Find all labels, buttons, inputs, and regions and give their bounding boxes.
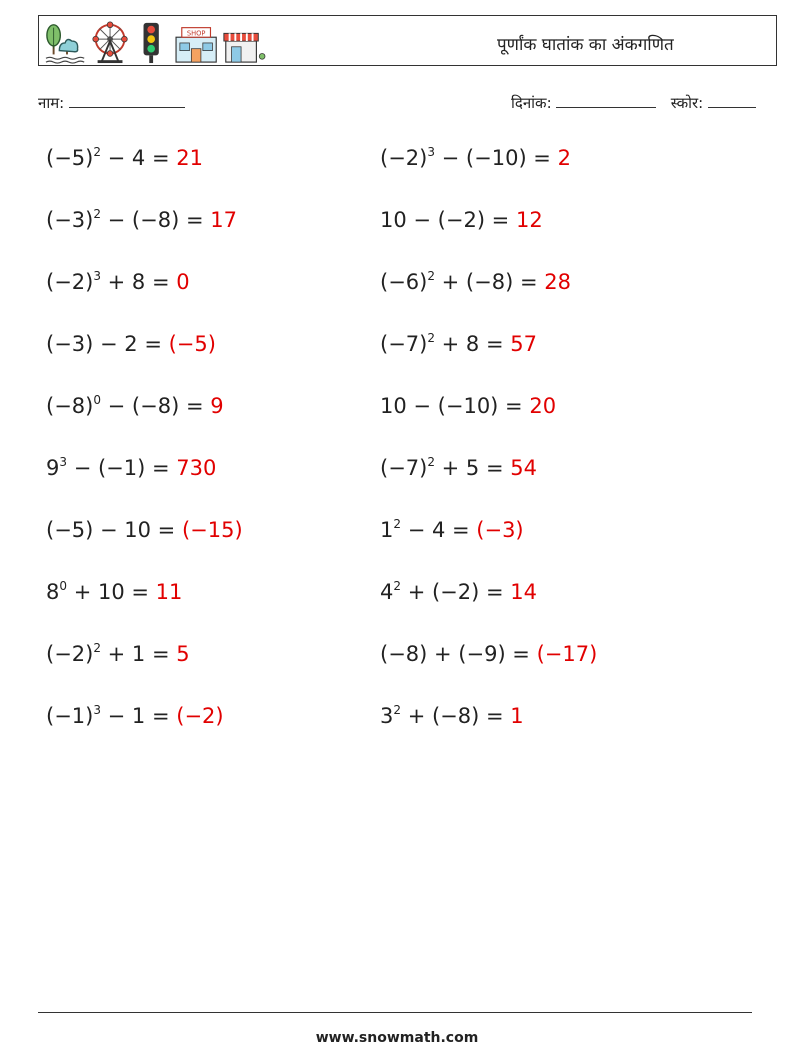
problem-exponent: 0 xyxy=(59,579,68,593)
name-label: नाम: xyxy=(38,94,65,112)
problem-answer: (−3) xyxy=(476,518,524,542)
problem-base: 3 xyxy=(380,704,394,728)
shop-icon xyxy=(176,28,216,62)
problem-operation: + 1 = xyxy=(100,642,177,666)
problem-base: 8 xyxy=(46,580,60,604)
problem-exponent: 3 xyxy=(427,145,435,159)
problem-operation: + 10 = xyxy=(67,580,156,604)
name-field xyxy=(38,93,185,113)
problem-item xyxy=(380,208,543,232)
problem-answer: (−2) xyxy=(176,704,224,728)
problem-answer: 1 xyxy=(510,704,524,728)
problem-item xyxy=(380,456,537,480)
worksheet-title: पूर्णांक घातांक का अंकगणित xyxy=(497,35,674,55)
problem-exponent: 2 xyxy=(393,517,402,531)
store-awning-icon xyxy=(224,33,265,62)
problem-answer: 14 xyxy=(510,580,537,604)
problem-base: (−2) xyxy=(380,146,428,170)
problem-exponent: 3 xyxy=(93,269,101,283)
score-label: स्कोर: xyxy=(670,94,704,112)
problem-exponent: 2 xyxy=(93,641,101,655)
problem-answer: 21 xyxy=(176,146,203,170)
problem-item xyxy=(46,270,190,294)
problem-operation: + (−2) = xyxy=(401,580,511,604)
date-label: दिनांक: xyxy=(511,94,552,112)
problem-item xyxy=(380,580,537,604)
problem-operation: − (−1) = xyxy=(67,456,177,480)
problem-answer: (−15) xyxy=(181,518,243,542)
header-illustrations xyxy=(39,20,271,64)
trees-icon xyxy=(46,25,84,63)
problem-operation: + (−8) = xyxy=(401,704,511,728)
problem-exponent: 2 xyxy=(93,207,101,221)
problem-answer: 12 xyxy=(515,208,543,232)
worksheet-header xyxy=(38,15,777,66)
problem-item xyxy=(380,270,571,294)
problem-base: 10 − (−2) = xyxy=(380,208,516,232)
problem-base: (−7) xyxy=(380,456,428,480)
problem-answer: 11 xyxy=(155,580,183,604)
svg-text:SHOP: SHOP xyxy=(186,29,206,38)
problem-answer: 0 xyxy=(176,270,190,294)
problem-exponent: 3 xyxy=(93,703,101,717)
problem-base: (−5) xyxy=(46,146,94,170)
problem-answer: 57 xyxy=(510,332,537,356)
problem-answer: 5 xyxy=(176,642,190,666)
footer-divider xyxy=(38,1012,752,1013)
problem-answer: 2 xyxy=(557,146,571,170)
problem-operation: + (−8) = xyxy=(434,270,545,294)
problem-item xyxy=(380,518,524,542)
problem-operation: − (−8) = xyxy=(100,208,211,232)
problem-exponent: 2 xyxy=(427,455,435,469)
problem-base: (−6) xyxy=(380,270,428,294)
problem-exponent: 2 xyxy=(93,145,101,159)
problem-item xyxy=(380,332,537,356)
problem-operation: − (−8) = xyxy=(100,394,211,418)
problem-base: 10 − (−10) = xyxy=(380,394,530,418)
traffic-light-icon xyxy=(144,23,159,63)
problem-exponent: 2 xyxy=(427,269,435,283)
problem-answer: (−17) xyxy=(536,642,598,666)
problem-operation: − 4 = xyxy=(401,518,477,542)
ferris-wheel-icon xyxy=(93,22,127,63)
problem-operation: + 8 = xyxy=(100,270,177,294)
problem-exponent: 2 xyxy=(393,579,402,593)
footer-url: www.snowmath.com xyxy=(315,1030,479,1046)
problem-base: (−8) + (−9) = xyxy=(380,642,537,666)
problem-base: (−8) xyxy=(46,394,94,418)
problem-item xyxy=(46,456,216,480)
problem-base: (−2) xyxy=(46,270,94,294)
problem-answer: (−5) xyxy=(168,332,216,356)
problem-answer: 20 xyxy=(529,394,557,418)
problem-item xyxy=(46,580,182,604)
problem-item xyxy=(46,208,237,232)
score-blank[interactable] xyxy=(708,93,756,108)
date-blank[interactable] xyxy=(556,93,656,108)
problem-base: 9 xyxy=(46,456,60,480)
problem-base: (−7) xyxy=(380,332,428,356)
problem-item xyxy=(46,518,243,542)
problem-base: (−5) − 10 = xyxy=(46,518,182,542)
problem-operation: + 8 = xyxy=(434,332,511,356)
problem-exponent: 2 xyxy=(393,703,402,717)
problem-operation: − 4 = xyxy=(100,146,177,170)
problem-answer: 28 xyxy=(544,270,571,294)
problem-item xyxy=(380,704,524,728)
problem-answer: 9 xyxy=(210,394,224,418)
problem-item xyxy=(380,146,571,170)
problem-answer: 54 xyxy=(510,456,537,480)
problem-base: (−3) − 2 = xyxy=(46,332,169,356)
problem-base: 4 xyxy=(380,580,394,604)
problem-item xyxy=(380,394,556,418)
problem-item xyxy=(46,704,224,728)
problem-item xyxy=(380,642,597,666)
problem-base: (−1) xyxy=(46,704,94,728)
problem-item xyxy=(46,332,216,356)
problem-item xyxy=(46,146,203,170)
date-score-field xyxy=(511,93,756,113)
problem-base: (−2) xyxy=(46,642,94,666)
problem-operation: − 1 = xyxy=(100,704,177,728)
problem-item xyxy=(46,642,190,666)
problem-operation: + 5 = xyxy=(434,456,511,480)
problem-base: 1 xyxy=(380,518,394,542)
problem-base: (−3) xyxy=(46,208,94,232)
problem-exponent: 0 xyxy=(93,393,101,407)
name-blank[interactable] xyxy=(69,93,185,108)
problem-exponent: 3 xyxy=(59,455,68,469)
problem-exponent: 2 xyxy=(427,331,435,345)
problem-item xyxy=(46,394,224,418)
problem-answer: 17 xyxy=(210,208,237,232)
problem-answer: 730 xyxy=(176,456,217,480)
problem-operation: − (−10) = xyxy=(434,146,558,170)
